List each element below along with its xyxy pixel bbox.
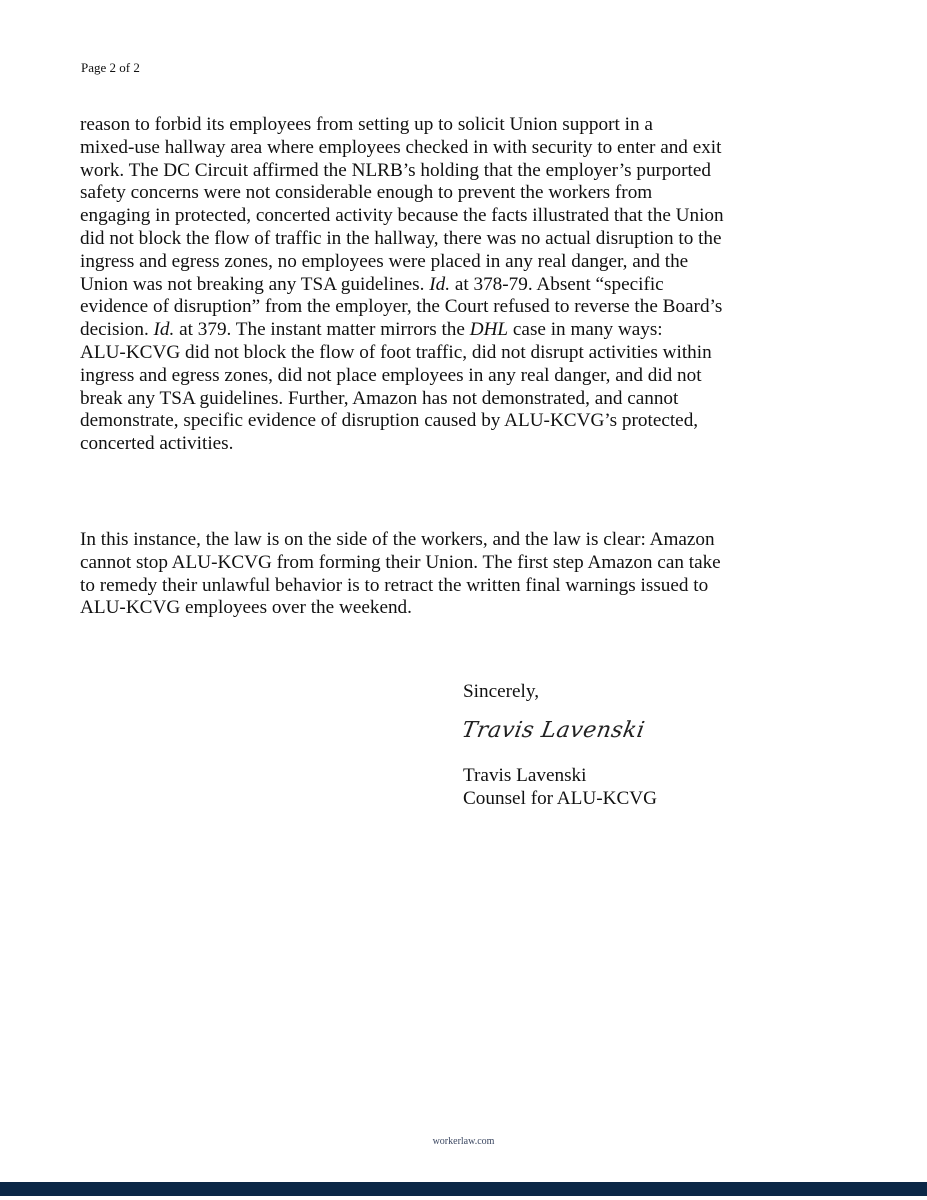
italic-citation: Id. bbox=[153, 319, 175, 341]
text-line bbox=[80, 251, 724, 274]
text-line bbox=[80, 365, 724, 388]
text-line bbox=[80, 182, 724, 205]
text-run: work. The DC Circuit affirmed the NLRB’s holding that the employer’s purported bbox=[80, 159, 711, 181]
text-run: evidence of disruption” from the employer, the Court refused to reverse the Board’s bbox=[80, 296, 723, 318]
text-run: did not block the flow of traffic in the hallway, there was no actual disruption to the bbox=[80, 227, 722, 249]
text-line bbox=[80, 342, 724, 365]
text-run: In this instance, the law is on the side of the workers, and the law is clear: Amazon bbox=[80, 529, 715, 550]
text-line bbox=[80, 410, 724, 433]
text-run: Union was not breaking any TSA guidelines. bbox=[80, 273, 430, 295]
valediction: Sincerely, bbox=[463, 681, 540, 702]
text-line bbox=[80, 160, 724, 183]
text-run: safety concerns were not considerable enough to prevent the workers from bbox=[80, 182, 653, 204]
text-line bbox=[80, 319, 724, 342]
text-line bbox=[80, 433, 724, 456]
text-run: ingress and egress zones, did not place employees in any real danger, and did not bbox=[80, 364, 702, 386]
text-run: mixed-use hallway area where employees checked in with security to enter and exit bbox=[80, 136, 722, 158]
text-run: to remedy their unlawful behavior is to retract the written final warnings issued to bbox=[80, 574, 709, 596]
text-run: cannot stop ALU-KCVG from forming their Union. The first step Amazon can take bbox=[80, 551, 721, 573]
text-run: engaging in protected, concerted activity because the facts illustrated that the Union bbox=[80, 205, 724, 227]
text-run: at 378-79. Absent “specific bbox=[450, 273, 664, 295]
text-run: demonstrate, specific evidence of disruption caused by ALU-KCVG’s protected, bbox=[80, 410, 699, 432]
signer-title: Counsel for ALU-KCVG bbox=[463, 788, 657, 809]
italic-citation: DHL bbox=[469, 319, 509, 341]
text-run: case in many ways: bbox=[508, 319, 663, 341]
text-line bbox=[80, 388, 724, 411]
text-line bbox=[80, 296, 724, 319]
text-line bbox=[80, 205, 724, 228]
text-run: break any TSA guidelines. Further, Amazon has not demonstrated, and cannot bbox=[80, 387, 679, 409]
page-number: Page 2 of 2 bbox=[81, 60, 140, 75]
text-run: ALU-KCVG employees over the weekend. bbox=[80, 597, 412, 619]
signer-name: Travis Lavenski bbox=[463, 765, 587, 786]
text-run: decision. bbox=[80, 319, 154, 341]
text-run: ALU-KCVG did not block the flow of foot traffic, did not disrupt activities within bbox=[80, 341, 712, 363]
body-paragraph-1 bbox=[80, 114, 724, 456]
italic-citation: Id. bbox=[429, 273, 451, 295]
text-line bbox=[80, 552, 721, 575]
text-run: ingress and egress zones, no employees were placed in any real danger, and the bbox=[80, 250, 689, 272]
text-line bbox=[80, 274, 724, 297]
text-line bbox=[80, 137, 724, 160]
text-run: concerted activities. bbox=[80, 433, 234, 455]
text-line bbox=[80, 529, 721, 552]
footer-website: workerlaw.com bbox=[432, 1136, 495, 1147]
footer-bar bbox=[0, 1182, 927, 1196]
text-line bbox=[80, 114, 724, 137]
text-line bbox=[80, 575, 721, 598]
handwritten-signature: Travis Lavenski bbox=[459, 718, 647, 743]
text-line bbox=[80, 228, 724, 251]
text-run: reason to forbid its employees from setting up to solicit Union support in a bbox=[80, 114, 653, 135]
text-line bbox=[80, 597, 721, 620]
text-run: at 379. The instant matter mirrors the bbox=[174, 319, 470, 341]
body-paragraph-2 bbox=[80, 529, 721, 620]
